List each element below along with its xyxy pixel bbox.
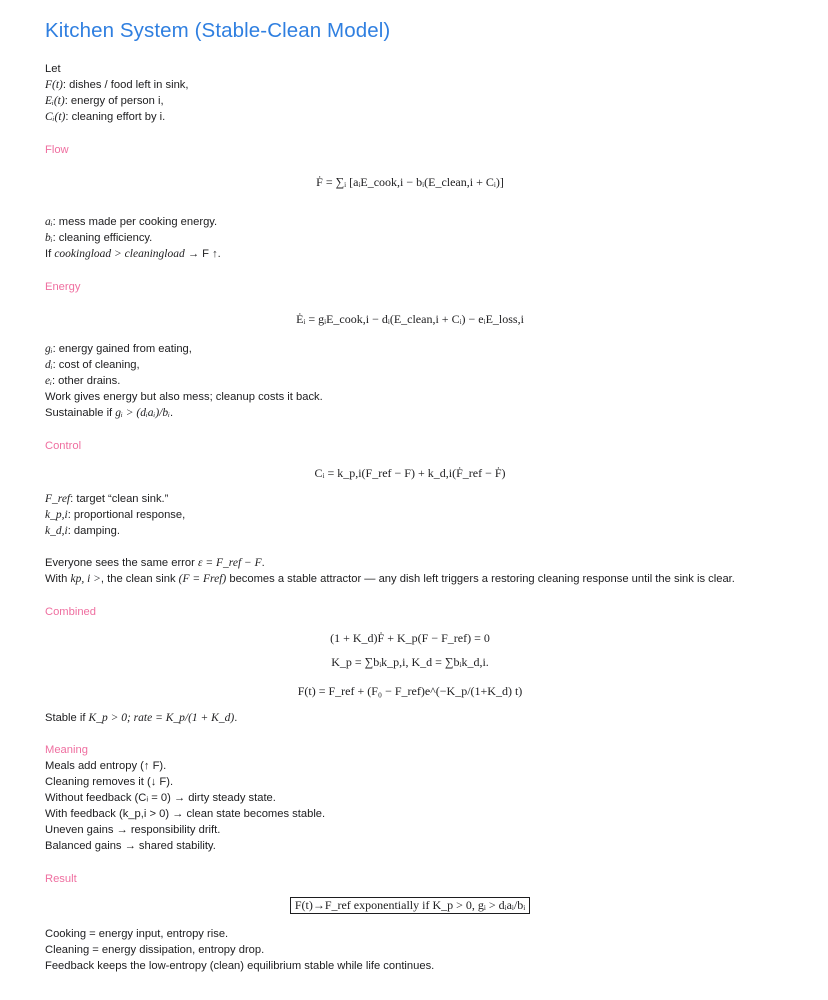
control-line-kd: [45, 523, 120, 539]
meaning-line: Uneven gains → responsibility drift.: [45, 824, 221, 836]
control-error-prefix: Everyone sees the same error: [45, 557, 198, 569]
intro-let: Let: [45, 63, 61, 75]
math-k-d-i: k_d,i: [45, 525, 68, 537]
section-heading-energy: Energy: [45, 281, 81, 293]
intro-line-c: [45, 109, 165, 125]
control-attractor-prefix: With: [45, 573, 71, 585]
math-b-i: bᵢ: [45, 232, 53, 244]
energy-d-desc: : cost of cleaning,: [52, 359, 140, 371]
math-e-of-t: Eᵢ(t): [45, 95, 65, 107]
control-attractor-math2: (F = Fref): [178, 573, 227, 585]
intro-line-e: [45, 93, 164, 109]
intro-e-desc: : energy of person i,: [64, 95, 164, 107]
energy-sustain: [45, 405, 173, 421]
combined-stable: [45, 710, 237, 726]
math-c-of-t: Cᵢ(t): [45, 111, 66, 123]
flow-rule: [45, 246, 221, 262]
meaning-line: Balanced gains → shared stability.: [45, 840, 216, 852]
energy-line-e: [45, 373, 120, 389]
section-heading-combined: Combined: [45, 606, 96, 618]
control-fref-desc: : target “clean sink.”: [70, 493, 169, 505]
flow-b-desc: : cleaning efficiency.: [52, 232, 153, 244]
intro-line-f: [45, 77, 189, 93]
combined-equation-3: F(t) = F_ref + (F₀ − F_ref)e^(−K_p/(1+K_d) t): [297, 684, 523, 698]
energy-note: Work gives energy but also mess; cleanup costs it back.: [45, 391, 323, 403]
section-heading-flow: Flow: [45, 144, 69, 156]
flow-rule-suffix: → F ↑.: [184, 248, 221, 260]
combined-stable-suffix: .: [234, 712, 238, 724]
control-equation: Cᵢ = k_p,i(F_ref − F) + k_d,i(Ḟ_ref − Ḟ): [314, 466, 506, 480]
result-line: Cleaning = energy dissipation, entropy drop.: [45, 944, 265, 956]
flow-rule-math: cookingload > cleaningload: [54, 248, 185, 260]
control-attractor-math1: kp, i >: [70, 573, 101, 585]
control-line-fref: [45, 491, 168, 507]
combined-stable-prefix: Stable if: [45, 712, 89, 724]
section-heading-meaning: Meaning: [45, 744, 88, 756]
control-line-kp: [45, 507, 185, 523]
result-line: Feedback keeps the low-entropy (clean) equilibrium stable while life continues.: [45, 960, 435, 972]
control-attractor: [45, 571, 735, 587]
result-line: Cooking = energy input, entropy rise.: [45, 928, 229, 940]
flow-line-a: [45, 214, 217, 230]
flow-line-b: [45, 230, 152, 246]
control-kd-desc: : damping.: [67, 525, 120, 537]
math-e-i: eᵢ: [45, 375, 52, 387]
result-equation-row: [45, 897, 775, 914]
combined-equation-1: (1 + K_d)Ḟ + K_p(F − F_ref) = 0: [330, 631, 490, 645]
flow-a-desc: : mess made per cooking energy.: [52, 216, 218, 228]
intro-c-desc: : cleaning effort by i.: [65, 111, 166, 123]
combined-stable-math: K_p > 0; rate = K_p/(1 + K_d): [88, 712, 235, 724]
math-d-i: dᵢ: [45, 359, 53, 371]
section-heading-control: Control: [45, 440, 82, 452]
section-heading-result: Result: [45, 873, 77, 885]
control-error-suffix: .: [261, 557, 265, 569]
flow-equation: Ḟ = ∑ᵢ [aᵢE_cook,i − bᵢ(E_clean,i + Cᵢ)]: [316, 175, 504, 189]
flow-rule-prefix: If: [45, 248, 55, 260]
meaning-line: Meals add entropy (↑ F).: [45, 760, 167, 772]
math-f-ref: F_ref: [45, 493, 71, 505]
control-attractor-mid: , the clean sink: [100, 573, 179, 585]
math-g-i: gᵢ: [45, 343, 53, 355]
energy-equation: Ėᵢ = gᵢE_cook,i − dᵢ(E_clean,i + Cᵢ) − eᵢE_loss,i: [296, 312, 524, 326]
energy-sustain-math: gᵢ > (dᵢaᵢ)/bᵢ: [115, 407, 170, 419]
page-title: Kitchen System (Stable-Clean Model): [45, 19, 391, 42]
math-a-i: aᵢ: [45, 216, 53, 228]
meaning-line: Cleaning removes it (↓ F).: [45, 776, 174, 788]
math-f-of-t: F(t): [45, 79, 63, 91]
energy-sustain-prefix: Sustainable if: [45, 407, 116, 419]
energy-sustain-suffix: .: [169, 407, 174, 419]
energy-g-desc: : energy gained from eating,: [52, 343, 192, 355]
control-error-math: ε = F_ref − F: [197, 557, 262, 569]
combined-equation-2: K_p = ∑bᵢk_p,i, K_d = ∑bᵢk_d,i.: [331, 655, 489, 669]
energy-e-desc: : other drains.: [51, 375, 121, 387]
control-error: [45, 555, 265, 571]
energy-line-d: [45, 357, 140, 373]
math-k-p-i: k_p,i: [45, 509, 68, 521]
intro-f-desc: : dishes / food left in sink,: [62, 79, 189, 91]
control-kp-desc: : proportional response,: [67, 509, 186, 521]
energy-line-g: [45, 341, 192, 357]
meaning-line: Without feedback (Cᵢ = 0) → dirty steady state.: [45, 792, 276, 804]
control-attractor-suffix: becomes a stable attractor — any dish left triggers a restoring cleaning response until the sink is clear.: [226, 573, 735, 585]
result-boxed-equation: F(t)→F_ref exponentially if K_p > 0, gᵢ > dᵢaᵢ/bᵢ: [290, 897, 530, 914]
meaning-line: With feedback (k_p,i > 0) → clean state becomes stable.: [45, 808, 326, 820]
